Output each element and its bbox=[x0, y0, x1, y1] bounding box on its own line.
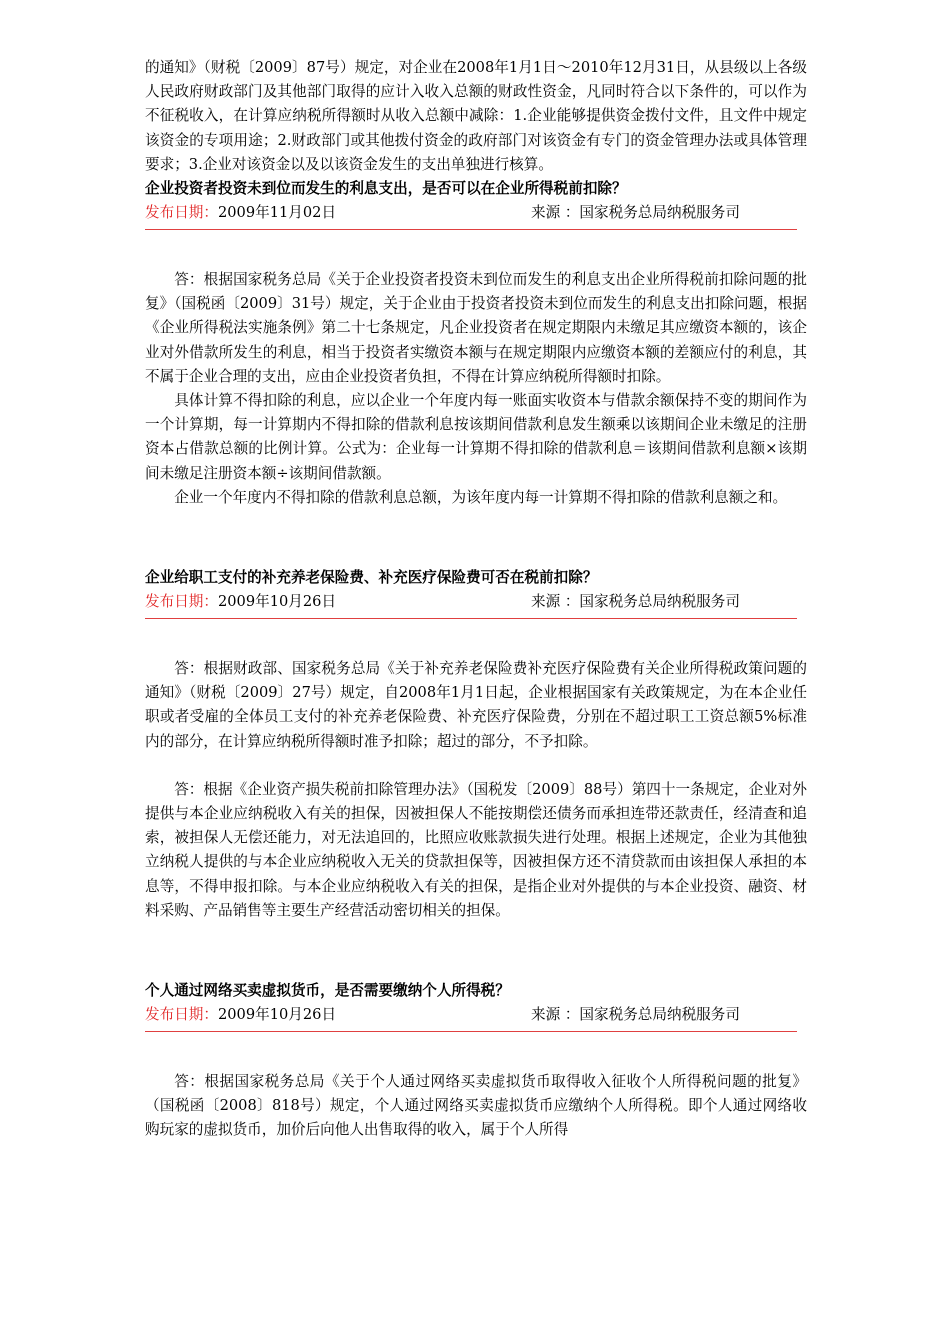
article-1-paragraph-1: 答：根据国家税务总局《关于企业投资者投资未到位而发生的利息支出企业所得税前扣除问题的批复》（国税函〔2009〕31号）规定，关于企业由于投资者投资未到位而发生的利息支出扣除问题，根据《企业所得税法实施条例》第二十七条规定，凡企业投资者在规定期限内未缴足其应缴资本额的，该企业对外借款所发生的利息，相当于投资者实缴资本额与在规定期限内应缴资本额的差额应付的利息，其不属于企业合理的支出，应由企业投资者负担，不得在计算应纳税所得额时扣除。 bbox=[145, 271, 807, 385]
document-page bbox=[145, 56, 807, 1143]
article-1-question: 企业投资者投资未到位而发生的利息支出，是否可以在企业所得税前扣除？ bbox=[145, 180, 627, 198]
article-3-meta bbox=[145, 1003, 807, 1027]
article-1-date-label: 发布日期： bbox=[145, 204, 218, 222]
article-1 bbox=[145, 177, 807, 510]
article-3-source: 来源 ：国家税务总局纳税服务司 bbox=[531, 1006, 740, 1024]
article-1-paragraph-2: 具体计算不得扣除的利息，应以企业一个年度内每一账面实收资本与借款余额保持不变的期间作为一个计算期，每一计算期内不得扣除的借款利息按该期间借款利息发生额乘以该期间企业未缴足的注册资本占借款总额的比例计算。公式为：企业每一计算期不得扣除的借款利息＝该期间借款利息额×该期间未缴足注册资本额÷该期间借款额。 bbox=[145, 392, 807, 482]
article-3-paragraph-1: 答：根据国家税务总局《关于个人通过网络买卖虚拟货币取得收入征收个人所得税问题的批复》（国税函〔2008〕818号）规定，个人通过网络买卖虚拟货币应缴纳个人所得税。即个人通过网络收购玩家的虚拟货币，加价后向他人出售取得的收入，属于个人所得 bbox=[145, 1073, 807, 1139]
article-2-date: 2009年10月26日 bbox=[217, 593, 337, 611]
article-3 bbox=[145, 979, 807, 1143]
article-2-date-label: 发布日期： bbox=[145, 593, 218, 611]
article-3-date: 2009年10月26日 bbox=[217, 1006, 337, 1024]
article-2-source: 来源 ：国家税务总局纳税服务司 bbox=[531, 593, 740, 611]
article-2 bbox=[145, 566, 807, 923]
article-1-paragraph-3: 企业一个年度内不得扣除的借款利息总额，为该年度内每一计算期不得扣除的借款利息额之和。 bbox=[174, 488, 788, 506]
article-2-meta bbox=[145, 590, 807, 614]
article-1-meta bbox=[145, 201, 807, 225]
article-2-paragraph-2: 答：根据《企业资产损失税前扣除管理办法》（国税发〔2009〕88号）第四十一条规定，企业对外提供与本企业应纳税收入有关的担保，因被担保人不能按期偿还债务而承担连带还款责任，经清查和追索，被担保人无偿还能力，对无法追回的，比照应收账款损失进行处理。根据上述规定，企业为其他独立纳税人提供的与本企业应纳税收入无关的贷款担保等，因被担保方还不清贷款而由该担保人承担的本息等，不得申报扣除。与本企业应纳税收入有关的担保，是指企业对外提供的与本企业投资、融资、材料采购、产品销售等主要生产经营活动密切相关的担保。 bbox=[145, 780, 807, 919]
article-2-paragraph-1: 答：根据财政部、国家税务总局《关于补充养老保险费补充医疗保险费有关企业所得税政策问题的通知》（财税〔2009〕27号）规定，自2008年1月1日起，企业根据国家有关政策规定，为在本企业任职或者受雇的全体员工支付的补充养老保险费、补充医疗保险费，分别在不超过职工工资总额5%标准内的部分，在计算应纳税所得额时准予扣除；超过的部分，不予扣除。 bbox=[145, 660, 807, 750]
article-1-source: 来源 ：国家税务总局纳税服务司 bbox=[531, 204, 740, 222]
intro-paragraph: 的通知》（财税〔2009〕87号）规定，对企业在2008年1月1日～2010年12月31日，从县级以上各级人民政府财政部门及其他部门取得的应计入收入总额的财政性资金，凡同时符合以下条件的，可以作为不征税收入，在计算应纳税所得额时从收入总额中减除：1.企业能够提供资金拨付文件，且文件中规定该资金的专项用途；2.财政部门或其他拨付资金的政府部门对该资金有专门的资金管理办法或具体管理要求；3.企业对该资金以及以该资金发生的支出单独进行核算。 bbox=[145, 59, 807, 173]
article-3-date-label: 发布日期： bbox=[145, 1006, 218, 1024]
article-3-question: 个人通过网络买卖虚拟货币，是否需要缴纳个人所得税？ bbox=[145, 982, 510, 1000]
article-1-date: 2009年11月02日 bbox=[217, 204, 337, 222]
article-2-question: 企业给职工支付的补充养老保险费、补充医疗保险费可否在税前扣除？ bbox=[145, 569, 598, 587]
